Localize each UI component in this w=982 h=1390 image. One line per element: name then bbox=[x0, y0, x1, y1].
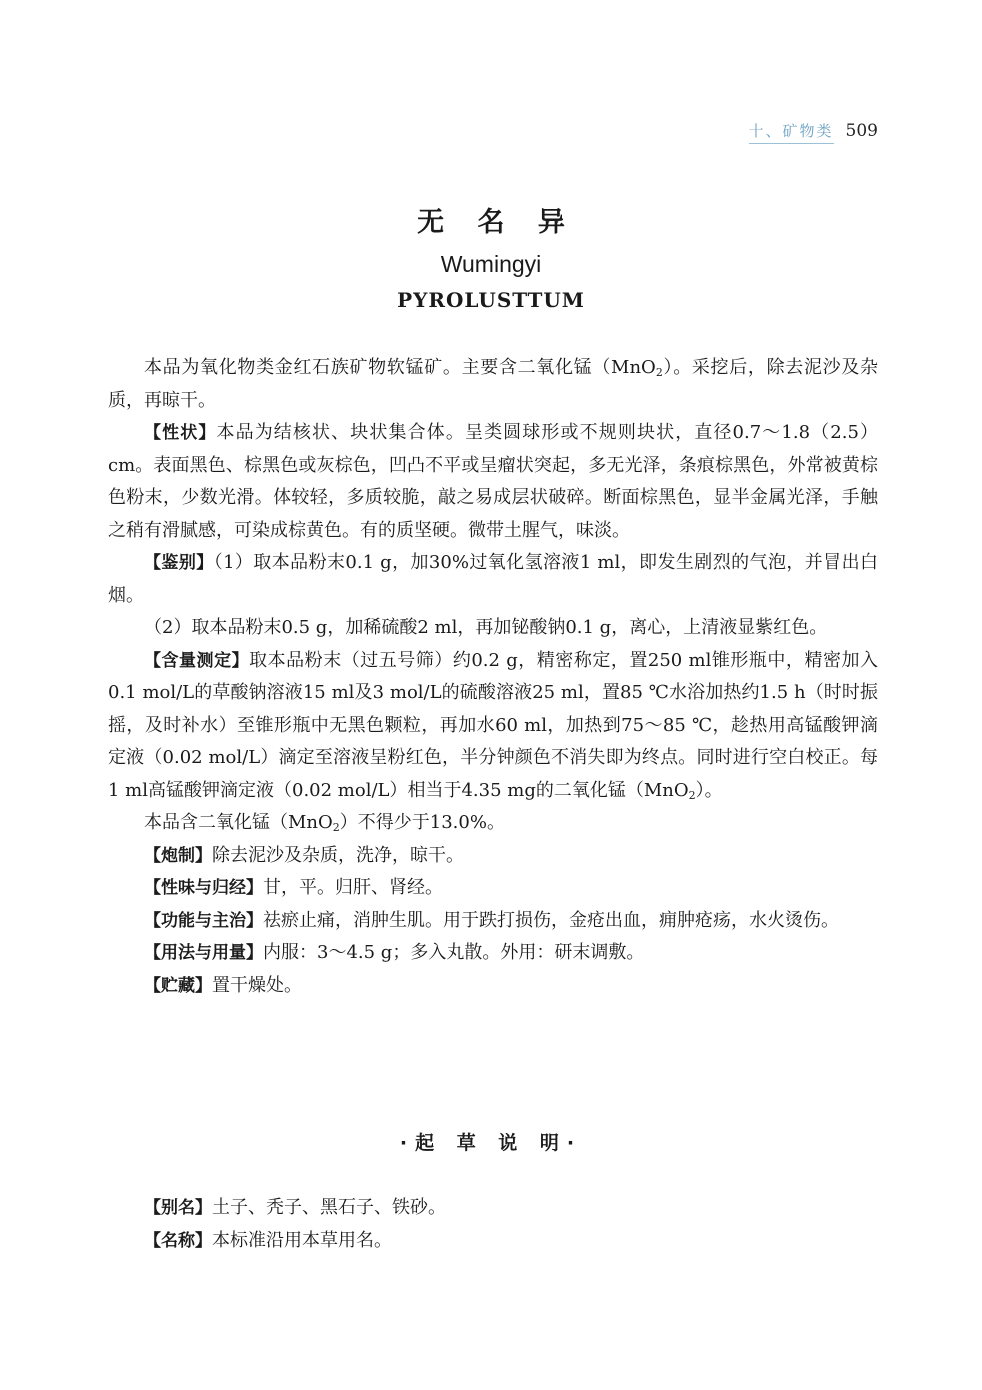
note-name bbox=[108, 1225, 878, 1258]
paragraph-function bbox=[108, 905, 878, 938]
paragraph-property bbox=[108, 872, 878, 905]
subscript: 2 bbox=[688, 788, 696, 802]
paragraph-text: 置干燥处。 bbox=[212, 974, 302, 996]
paragraph-dosage bbox=[108, 937, 878, 970]
note-tag: 【别名】 bbox=[144, 1198, 212, 1218]
paragraph-tag: 【性味与归经】 bbox=[144, 878, 263, 898]
paragraph-source bbox=[108, 352, 878, 417]
paragraph-text: 甘，平。归肝、肾经。 bbox=[263, 877, 443, 898]
paragraph-processing bbox=[108, 840, 878, 873]
paragraph-tag: 【鉴别】 bbox=[144, 553, 214, 573]
paragraph-tag: 【贮藏】 bbox=[144, 975, 212, 996]
subscript: 2 bbox=[332, 821, 340, 834]
paragraph-text: 除去泥沙及杂质，洗净，晾干。 bbox=[212, 844, 464, 866]
paragraph-text: 本品含二氧化锰（MnO bbox=[144, 812, 333, 833]
notes-heading: ·起 草 说 明· bbox=[399, 1132, 583, 1154]
running-head bbox=[749, 120, 878, 144]
paragraph-tag: 【含量测定】 bbox=[144, 650, 250, 671]
paragraph-tag: 【性状】 bbox=[144, 423, 217, 443]
paragraph-text-end: ）。采挖后，除去泥沙及杂质，再晾干。 bbox=[108, 357, 879, 411]
paragraph-identification-1 bbox=[108, 547, 878, 612]
paragraph-text-end: ）。 bbox=[695, 779, 723, 801]
paragraph-identification-2 bbox=[108, 612, 878, 645]
paragraph-assay bbox=[108, 645, 878, 808]
paragraph-assay-limit bbox=[108, 807, 878, 840]
paragraph-text: 祛瘀止痛，消肿生肌。用于跌打损伤，金疮出血，痈肿疮疡，水火烫伤。 bbox=[263, 909, 839, 931]
paragraph-storage bbox=[108, 970, 878, 1003]
note-text: 本标准沿用本草用名。 bbox=[212, 1229, 392, 1251]
title-latin: PYROLUSTTUM bbox=[397, 288, 585, 312]
title-pinyin: Wumingyi bbox=[440, 251, 542, 277]
paragraph-text: （2）取本品粉末0.5 g，加稀硫酸2 ml，再加铋酸钠0.1 g，离心，上清液显紫红色。 bbox=[144, 617, 828, 638]
drafting-notes bbox=[108, 1192, 878, 1257]
paragraph-text: 内服：3～4.5 g；多入丸散。外用：研末调敷。 bbox=[263, 942, 645, 963]
paragraph-text: （1）取本品粉末0.1 g，加30%过氧化氢溶液1 ml，即发生剧烈的气泡，并冒出白烟。 bbox=[108, 552, 879, 606]
note-alias bbox=[108, 1192, 878, 1225]
paragraph-tag: 【功能与主治】 bbox=[144, 910, 263, 931]
title-chinese: 无 名 异 bbox=[417, 207, 577, 238]
paragraph-tag: 【用法与用量】 bbox=[144, 943, 263, 963]
paragraph-text: 本品为结核状、块状集合体。呈类圆球形或不规则块状，直径0.7～1.8（2.5）cm。表面黑色、棕黑色或灰棕色，凹凸不平或呈瘤状突起，多无光泽，条痕棕黑色，外常被黄棕色粉末，少数光滑。体较轻，多质较脆，敲之易成层状破碎。断面棕黑色，显半金属光泽，手触之稍有滑腻感，可染成棕黄色。有的质坚硬。微带土腥气，味淡。 bbox=[108, 422, 879, 541]
page-number: 509 bbox=[845, 121, 878, 141]
title-block bbox=[0, 200, 982, 312]
paragraph-text: 本品为氧化物类金红石族矿物软锰矿。主要含二氧化锰（MnO bbox=[144, 357, 656, 378]
monograph-body bbox=[108, 352, 878, 1002]
subscript: 2 bbox=[655, 366, 663, 379]
paragraph-tag: 【炮制】 bbox=[144, 845, 212, 866]
paragraph-text-end: ）不得少于13.0%。 bbox=[339, 812, 505, 833]
note-tag: 【名称】 bbox=[144, 1230, 212, 1251]
note-text: 土子、秃子、黑石子、铁砂。 bbox=[212, 1197, 446, 1218]
section-name: 十、矿物类 bbox=[749, 120, 834, 144]
paragraph-text: 取本品粉末（过五号筛）约0.2 g，精密称定，置250 ml锥形瓶中，精密加入0.1 mol/L的草酸钠溶液15 ml及3 mol/L的硫酸溶液25 ml，置85 ℃水浴加热约1.5 h（时时振摇，及时补水）至锥形瓶中无黑色颗粒，再加水60 ml，加热到75～85 ℃，趁热用高锰酸钾滴定液（0.02 mol/L）滴定至溶液呈粉红色，半分钟颜色不消失即为终点。同时进行空白校正。每1 ml高锰酸钾滴定液（0.02 mol/L）相当于4.35 mg的二氧化锰（MnO bbox=[108, 649, 878, 801]
paragraph-description bbox=[108, 417, 878, 547]
